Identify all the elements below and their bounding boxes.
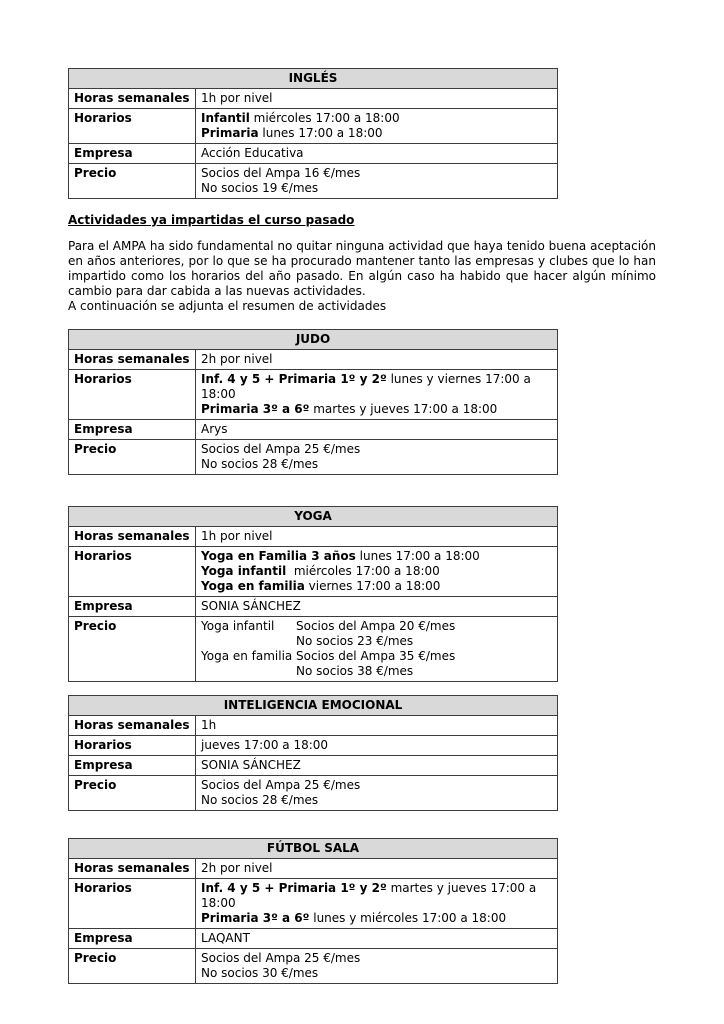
horarios-value — [196, 370, 558, 420]
table-title-inteligencia-emocional: INTELIGENCIA EMOCIONAL — [69, 696, 558, 716]
horario-line — [201, 126, 552, 141]
precio-line: Socios del Ampa 16 €/mes — [201, 166, 361, 180]
row-label-empresa: Empresa — [69, 597, 196, 617]
horario-line — [201, 911, 552, 926]
row-label-empresa: Empresa — [69, 144, 196, 164]
horario-time: lunes y viernes 17:00 a 18:00 — [201, 372, 535, 401]
table-row-horarios — [69, 547, 558, 597]
row-label-precio: Precio — [69, 164, 196, 199]
table-row-horas — [69, 89, 558, 109]
horario-time: martes y jueves 17:00 a 18:00 — [201, 881, 541, 910]
row-label-horarios: Horarios — [69, 736, 196, 756]
precio-value — [196, 776, 558, 811]
row-label-horas-semanales: Horas semanales — [69, 859, 196, 879]
table-row-horas — [69, 527, 558, 547]
horario-group: Primaria — [201, 126, 259, 140]
table-row-horas — [69, 716, 558, 736]
row-label-horas-semanales: Horas semanales — [69, 350, 196, 370]
precio-value — [196, 164, 558, 199]
table-row-horas — [69, 350, 558, 370]
table-header-row — [69, 69, 558, 89]
horarios-value — [196, 109, 558, 144]
horario-line — [201, 738, 552, 753]
horario-line — [201, 579, 552, 594]
empresa-value: Arys — [196, 420, 558, 440]
horarios-value — [196, 879, 558, 929]
precio-value — [196, 617, 558, 682]
table-row-horarios — [69, 879, 558, 929]
horario-line — [201, 372, 552, 402]
precio-line: No socios 30 €/mes — [201, 966, 319, 980]
table-row-horarios — [69, 109, 558, 144]
horario-group: Inf. 4 y 5 + Primaria 1º y 2º — [201, 372, 387, 386]
table-row-horarios — [69, 736, 558, 756]
table-title-ingles: INGLÉS — [69, 69, 558, 89]
horas-value: 1h — [196, 716, 558, 736]
horario-line — [201, 564, 552, 579]
precio-line: No socios 38 €/mes — [296, 664, 414, 678]
table-row-precio — [69, 949, 558, 984]
empresa-value: Acción Educativa — [196, 144, 558, 164]
horario-group: Primaria 3º a 6º — [201, 402, 310, 416]
horario-time: lunes y miércoles 17:00 a 18:00 — [309, 911, 507, 925]
intro-paragraph-line2: A continuación se adjunta el resumen de actividades — [68, 299, 387, 313]
row-label-horas-semanales: Horas semanales — [69, 527, 196, 547]
precio-variant-label — [201, 664, 296, 679]
horas-value: 2h por nivel — [196, 350, 558, 370]
table-row-precio — [69, 617, 558, 682]
precio-line: Socios del Ampa 20 €/mes — [296, 619, 456, 633]
precio-value — [196, 440, 558, 475]
horario-time: jueves 17:00 a 18:00 — [201, 738, 329, 752]
horarios-value — [196, 547, 558, 597]
horario-line — [201, 549, 552, 564]
table-header-row — [69, 696, 558, 716]
row-label-horarios: Horarios — [69, 879, 196, 929]
row-label-precio: Precio — [69, 617, 196, 682]
precio-line: Socios del Ampa 25 €/mes — [201, 951, 361, 965]
table-row-precio — [69, 776, 558, 811]
precio-variant-label: Yoga infantil — [201, 619, 275, 633]
precio-line: Socios del Ampa 25 €/mes — [201, 442, 361, 456]
table-header-row — [69, 330, 558, 350]
row-label-precio: Precio — [69, 440, 196, 475]
row-label-empresa: Empresa — [69, 929, 196, 949]
activity-table-yoga — [68, 506, 558, 682]
activity-table-inteligencia-emocional — [68, 695, 558, 811]
horario-time: lunes 17:00 a 18:00 — [258, 126, 383, 140]
row-label-precio: Precio — [69, 776, 196, 811]
horario-group: Primaria 3º a 6º — [201, 911, 310, 925]
intro-paragraph: Para el AMPA ha sido fundamental no quitar ninguna actividad que haya tenido buena aceptación en años anteriores, por lo que se ha procurado mantener tanto las empresas y clubes que lo han impartido como los horarios del año pasado. En algún caso ha habido que hacer algún mínimo cambio para dar cabida a las nuevas actividades. — [68, 239, 656, 298]
empresa-value: SONIA SÁNCHEZ — [196, 597, 558, 617]
horario-group: Inf. 4 y 5 + Primaria 1º y 2º — [201, 881, 387, 895]
row-label-horas-semanales: Horas semanales — [69, 716, 196, 736]
row-label-empresa: Empresa — [69, 756, 196, 776]
table-row-precio — [69, 164, 558, 199]
row-label-horarios: Horarios — [69, 370, 196, 420]
row-label-horarios: Horarios — [69, 547, 196, 597]
table-row-horarios — [69, 370, 558, 420]
table-title-yoga: YOGA — [69, 507, 558, 527]
precio-variant-label — [201, 634, 296, 649]
horas-value: 1h por nivel — [196, 527, 558, 547]
precio-line: No socios 19 €/mes — [201, 181, 319, 195]
horario-line — [201, 111, 552, 126]
horario-time: lunes 17:00 a 18:00 — [355, 549, 480, 563]
table-title-judo: JUDO — [69, 330, 558, 350]
horario-time: viernes 17:00 a 18:00 — [304, 579, 441, 593]
empresa-value: SONIA SÁNCHEZ — [196, 756, 558, 776]
table-row-horas — [69, 859, 558, 879]
table-row-precio — [69, 440, 558, 475]
section-heading: Actividades ya impartidas el curso pasado — [68, 213, 355, 227]
horas-value: 2h por nivel — [196, 859, 558, 879]
precio-line: Socios del Ampa 35 €/mes — [296, 649, 456, 663]
horario-time: martes y jueves 17:00 a 18:00 — [309, 402, 498, 416]
table-row-empresa — [69, 929, 558, 949]
horarios-value — [196, 736, 558, 756]
precio-line: No socios 23 €/mes — [296, 634, 414, 648]
precio-subtable — [201, 619, 552, 679]
precio-line: No socios 28 €/mes — [201, 793, 319, 807]
precio-line: Socios del Ampa 25 €/mes — [201, 778, 361, 792]
horario-time: miércoles 17:00 a 18:00 — [286, 564, 440, 578]
precio-value — [196, 949, 558, 984]
table-row-empresa — [69, 420, 558, 440]
horario-line — [201, 402, 552, 417]
table-header-row — [69, 507, 558, 527]
precio-variant-label: Yoga en familia — [201, 649, 293, 663]
row-label-horarios: Horarios — [69, 109, 196, 144]
empresa-value: LAQANT — [196, 929, 558, 949]
table-row-empresa — [69, 144, 558, 164]
horario-group: Infantil — [201, 111, 250, 125]
horario-time: miércoles 17:00 a 18:00 — [249, 111, 400, 125]
row-label-empresa: Empresa — [69, 420, 196, 440]
table-row-empresa — [69, 756, 558, 776]
activity-table-judo — [68, 329, 558, 475]
activity-table-futbol-sala — [68, 838, 558, 984]
precio-line: No socios 28 €/mes — [201, 457, 319, 471]
horario-group: Yoga infantil — [201, 564, 287, 578]
horario-line — [201, 881, 552, 911]
table-header-row — [69, 839, 558, 859]
table-row-empresa — [69, 597, 558, 617]
table-title-futbol-sala: FÚTBOL SALA — [69, 839, 558, 859]
horario-group: Yoga en Familia 3 años — [201, 549, 356, 563]
horario-group: Yoga en familia — [201, 579, 305, 593]
row-label-precio: Precio — [69, 949, 196, 984]
activity-table-ingles — [68, 68, 558, 199]
row-label-horas-semanales: Horas semanales — [69, 89, 196, 109]
horas-value: 1h por nivel — [196, 89, 558, 109]
